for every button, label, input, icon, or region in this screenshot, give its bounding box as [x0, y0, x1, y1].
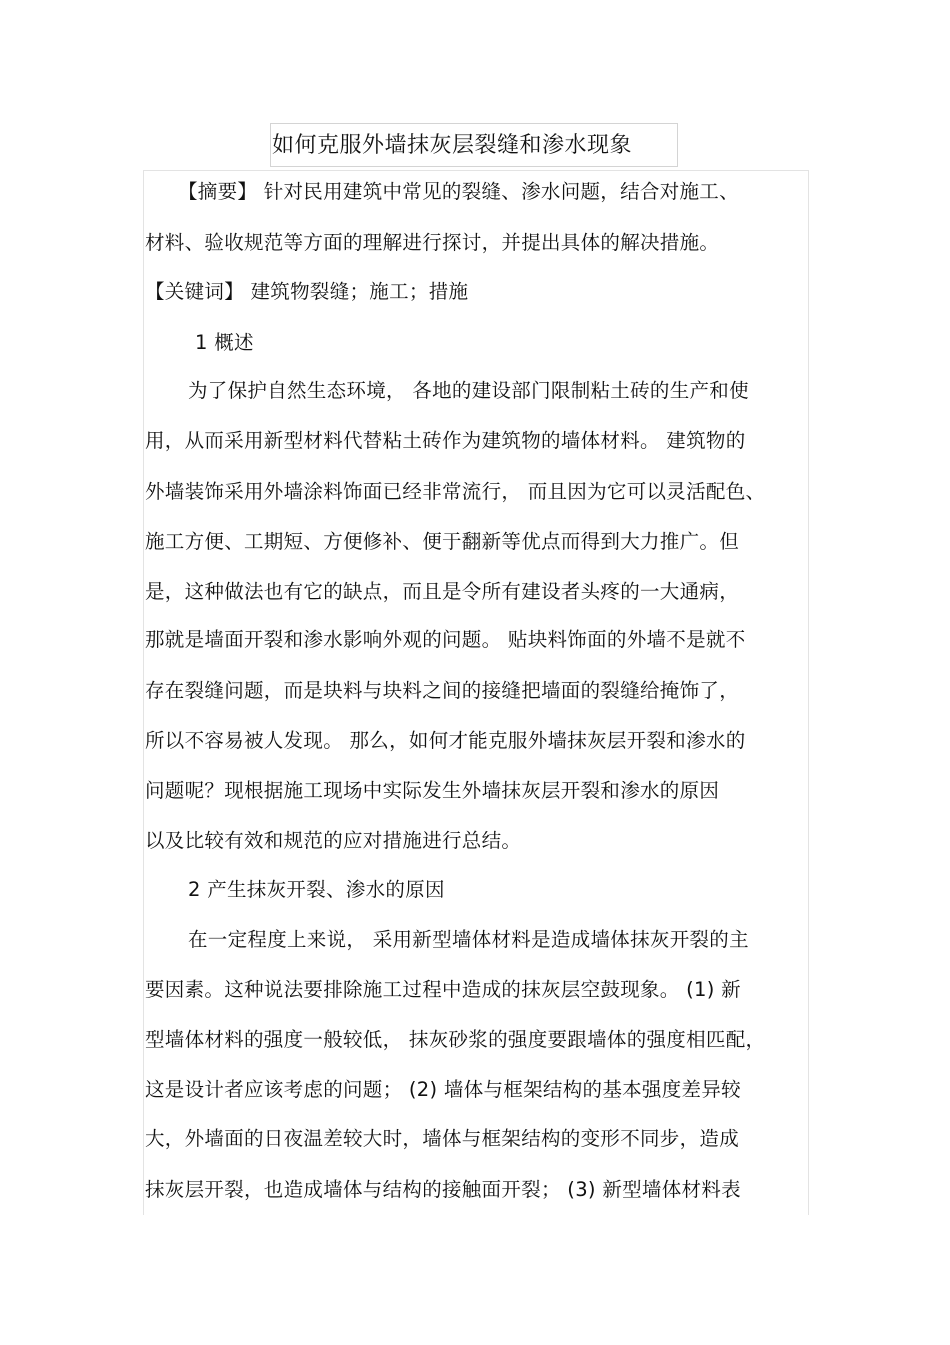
abstract-line-1: 【摘要】 针对民用建筑中常见的裂缝、渗水问题，结合对施工、 [178, 180, 739, 203]
section-1-heading: 1 概述 [195, 331, 254, 354]
paragraph-line: 为了保护自然生态环境， 各地的建设部门限制粘土砖的生产和使 [188, 379, 749, 402]
paragraph-line: 抹灰层开裂，也造成墙体与结构的接触面开裂； (3) 新型墙体材料表 [145, 1178, 741, 1201]
paragraph-line: 用，从而采用新型材料代替粘土砖作为建筑物的墙体材料。 建筑物的 [145, 429, 746, 452]
paragraph-line: 以及比较有效和规范的应对措施进行总结。 [145, 829, 522, 852]
paragraph-line: 问题呢？现根据施工现场中实际发生外墙抹灰层开裂和渗水的原因 [145, 779, 720, 802]
keywords-line: 【关键词】 建筑物裂缝；施工；措施 [145, 280, 469, 303]
paragraph-line: 这是设计者应该考虑的问题； (2) 墙体与框架结构的基本强度差异较 [145, 1078, 741, 1101]
paragraph-line: 是，这种做法也有它的缺点，而且是令所有建设者头疼的一大通病， [145, 580, 740, 603]
document-title: 如何克服外墙抹灰层裂缝和渗水现象 [272, 133, 633, 158]
paragraph-line: 要因素。这种说法要排除施工过程中造成的抹灰层空鼓现象。 (1) 新 [145, 978, 741, 1001]
paragraph-line: 那就是墙面开裂和渗水影响外观的问题。 贴块料饰面的外墙不是就不 [145, 628, 746, 651]
paragraph-line: 在一定程度上来说， 采用新型墙体材料是造成墙体抹灰开裂的主 [188, 928, 749, 951]
paragraph-line: 大，外墙面的日夜温差较大时，墙体与框架结构的变形不同步，造成 [145, 1127, 740, 1150]
paragraph-line: 存在裂缝问题，而是块料与块料之间的接缝把墙面的裂缝给掩饰了， [145, 679, 740, 702]
paragraph-line: 所以不容易被人发现。 那么，如何才能克服外墙抹灰层开裂和渗水的 [145, 729, 746, 752]
paragraph-line: 施工方便、工期短、方便修补、便于翻新等优点而得到大力推广。但 [145, 530, 740, 553]
abstract-line-2: 材料、验收规范等方面的理解进行探讨，并提出具体的解决措施。 [145, 231, 720, 254]
paragraph-line: 型墙体材料的强度一般较低， 抹灰砂浆的强度要跟墙体的强度相匹配， [145, 1028, 766, 1051]
paragraph-line: 外墙装饰采用外墙涂料饰面已经非常流行， 而且因为它可以灵活配色、 [145, 480, 766, 503]
section-2-heading: 2 产生抹灰开裂、渗水的原因 [188, 878, 445, 901]
